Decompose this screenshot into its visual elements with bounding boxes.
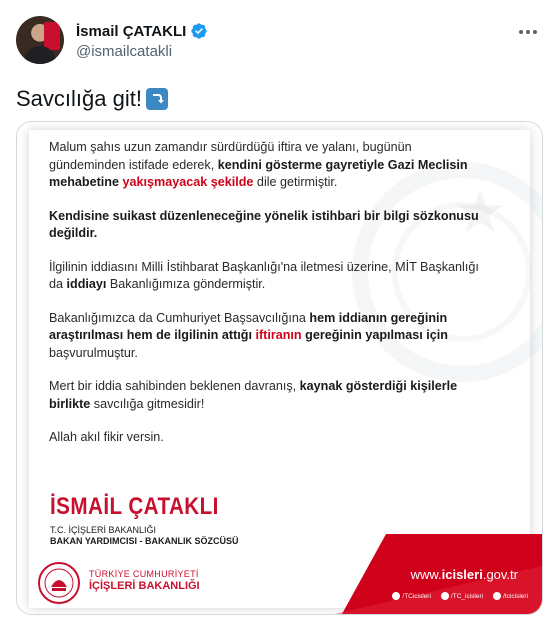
tweet-text-content: Savcılığa git! (16, 86, 142, 111)
right-arrow-curving-down-emoji (146, 88, 168, 110)
signature-name: İSMAİL ÇATAKLI (50, 493, 219, 520)
avatar[interactable] (16, 16, 64, 64)
statement-document (17, 122, 542, 614)
twitter-link: /TC_icisleri (441, 592, 483, 600)
ministry-name-line1: TÜRKİYE CUMHURİYETİ (89, 569, 199, 579)
social-links (392, 592, 528, 600)
statement-paragraph: Bakanlığımızca da Cumhuriyet Başsavcılığına hem iddianın gereğinin araştırılması hem de ilgilinin attığı iftiranın gereğinin yapılması için başvurulmuştur. (49, 310, 448, 360)
tweet-media-image[interactable] (16, 121, 543, 615)
website-url: www.icisleri.gov.tr (410, 567, 518, 582)
ministry-logo-icon (37, 561, 81, 605)
statement-paragraph: Allah akıl fikir versin. (49, 430, 164, 444)
name-row (76, 22, 208, 40)
statement-paragraph: İlgilinin iddiasını Milli İstihbarat Başkanlığı'na iletmesi üzerine, MİT Başkanlığı da iddiayı Bakanlığımıza göndermiştir. (49, 259, 479, 291)
signature-title: T.C. İÇİŞLERİ BAKANLIĞI (50, 525, 157, 535)
signature-role: BAKAN YARDIMCISI - BAKANLIK SÖZCÜSÜ (50, 536, 239, 546)
instagram-icon (493, 592, 501, 600)
author-block (76, 22, 208, 60)
statement-paragraph: Malum şahıs uzun zamandır sürdürdüğü iftira ve yalanı, bugünün gündeminden istifade ederek, kendini gösterme gayretiyle Gazi Meclisin mehabetine yakışmayacak şekilde dile getirmiştir. (49, 140, 468, 189)
tweet-text (16, 86, 168, 112)
verified-badge-icon[interactable] (190, 22, 208, 40)
handle[interactable]: @ismailcatakli (76, 43, 173, 60)
instagram-link: /tcicisleri (493, 592, 528, 600)
more-options-icon[interactable] (513, 22, 543, 42)
star-watermark: ★ (453, 178, 507, 245)
facebook-link: /TCicisleri (392, 592, 431, 600)
ministry-name-line2: İÇİŞLERİ BAKANLIĞI (89, 580, 200, 592)
display-name[interactable]: İsmail ÇATAKLI (76, 22, 187, 40)
tweet-header (16, 16, 543, 72)
statement-body (49, 139, 489, 463)
statement-paragraph: Mert bir iddia sahibinden beklenen davranış, kaynak gösterdiği kişilerle birlikte savcılığa gitmesidir! (49, 379, 458, 411)
statement-paragraph: Kendisine suikast düzenleneceğine yönelik istihbari bir bilgi sözkonusu değildir. (49, 208, 479, 240)
twitter-icon (441, 592, 449, 600)
facebook-icon (392, 592, 400, 600)
